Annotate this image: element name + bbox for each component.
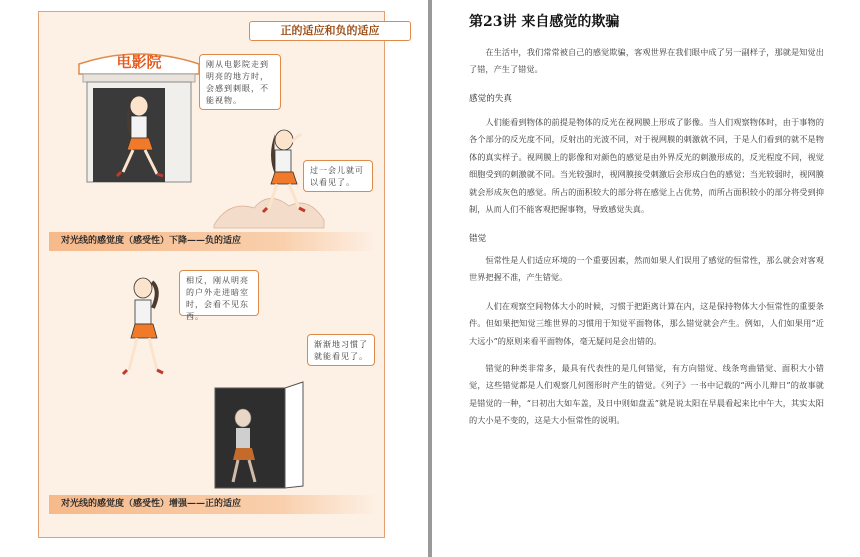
caption-negative-adaptation: 对光线的感觉度（感受性）下降——负的适应 — [49, 232, 379, 251]
right-page — [432, 0, 860, 557]
walking-girl-illustration — [109, 270, 179, 390]
illustration-frame — [38, 11, 385, 538]
cinema-illustration — [69, 34, 219, 184]
size-paragraph: 人们在观察空间物体大小的时候，习惯于把距离计算在内，这是保持物体大小恒常性的重要条件。但如果把知觉三维世界的习惯用于知觉平面物体，那么错觉就会产生。例如，人们如果用“近大远小”的原则来看平面物体，毫无疑问是会出错的。 — [469, 301, 824, 346]
cinema-sign: 电影院 — [116, 53, 162, 71]
left-page — [0, 0, 428, 557]
geometric-illusion-paragraph: 错觉的种类非常多，最具有代表性的是几何错觉，有方向错觉、线条弯曲错觉、面积大小错觉，这些错觉都是人们观察几何图形时产生的错觉。《列子》一书中记载的“两小儿辩日”的故事就是错觉的一种，“日初出大如车盖，及日中则如盘盂”就是说太阳在早晨看起来比中午大，其实太阳的大小是不变的，这是大小恒常性的说明。 — [469, 363, 824, 426]
caption-positive-adaptation: 对光线的感觉度（感受性）增强——正的适应 — [49, 495, 379, 514]
speech-bubble-3: 相反，刚从明亮的户外走进暗室时，会看不见东西。 — [179, 270, 259, 316]
speech-bubble-2: 过一会儿就可以看见了。 — [303, 160, 373, 192]
distortion-paragraph: 人们能看到物体的前提是物体的反光在视网膜上形成了影像。当人们观察物体时，由于事物的各个部分的反光度不同，反射出的光波不同，对于视网膜的刺激就不同，于是人们看到的就不是物体的真实样子。视网膜上的影像和对颜色的感觉是由外界反光的刺激形成的，反光程度不同，视觉细胞受到的刺激就不同。当光较强时，视网膜接受刺激后会形成白色的感觉；当光较弱时，视网膜就会形成灰色的感觉。所占的面积较大的部分将在感觉上占优势，而所占面积较小的部分将受到抑制，从而人们不能客观把握事物，导致感觉失真。 — [469, 117, 824, 215]
intro-paragraph: 在生活中，我们常常被自己的感觉欺骗，客观世界在我们眼中成了另一副样子，那就是知觉出了错，产生了错觉。 — [469, 47, 824, 75]
speech-bubble-1: 刚从电影院走到明亮的地方时，会感到刺眼，不能视物。 — [199, 54, 281, 110]
section-title: 正的适应和负的适应 — [249, 21, 411, 41]
dark-room-illustration — [209, 382, 309, 492]
heading-illusion: 错觉 — [469, 234, 487, 244]
constancy-paragraph: 恒常性是人们适应环境的一个重要因素，然而如果人们误用了感觉的恒常性，那么就会对客观世界把握不准，产生错觉。 — [469, 255, 824, 283]
speech-bubble-4: 渐渐地习惯了就能看见了。 — [307, 334, 375, 366]
heading-sensory-distortion: 感觉的失真 — [469, 94, 512, 104]
lesson-title: 第23讲 来自感觉的欺骗 — [469, 14, 620, 30]
